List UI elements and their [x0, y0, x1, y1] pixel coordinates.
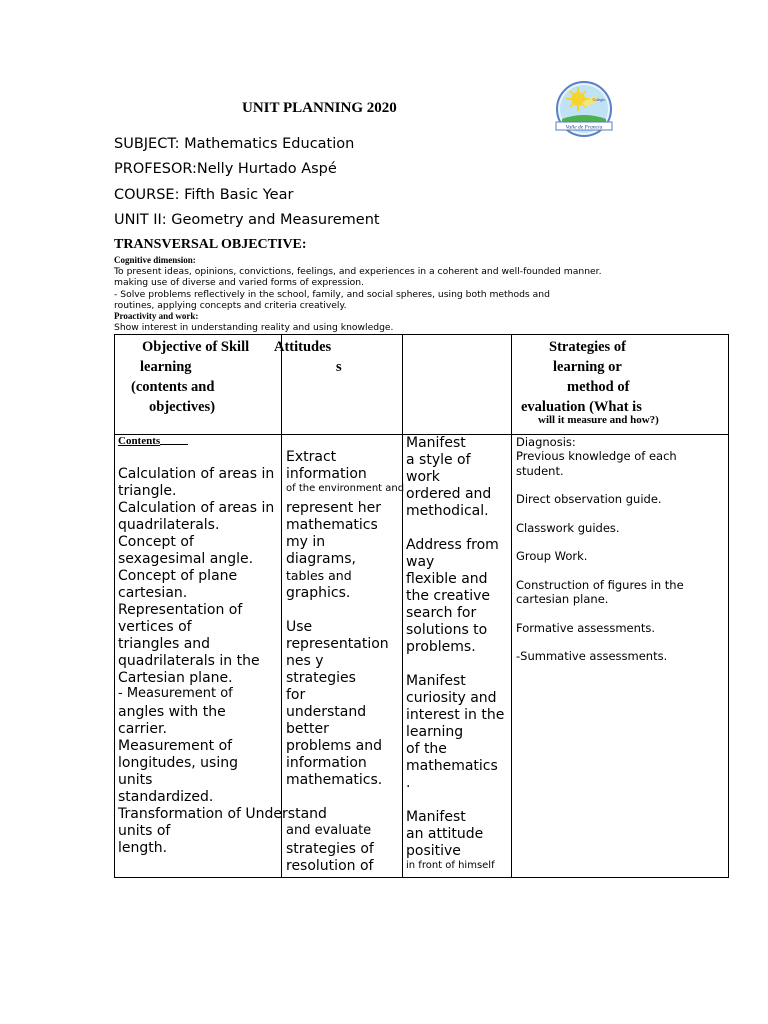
course-line: COURSE: Fifth Basic Year — [114, 187, 294, 203]
svg-text:Valle de Francia: Valle de Francia — [565, 124, 603, 131]
col1-contents-text: angles with the carrier. Measurement of longitudes, using units standardized. Transformation of Understand units of length. — [118, 704, 327, 856]
cognitive-text-2: making use of diverse and varied forms of expression. — [114, 277, 364, 288]
col3-attitudes-text: in front of himself — [406, 860, 495, 871]
header-col4-line: learning or — [553, 359, 622, 375]
subject-line: SUBJECT: Mathematics Education — [114, 136, 355, 152]
header-col4-line: Strategies of — [549, 339, 626, 355]
col2-attitudes-text: represent her mathematics my in diagrams, — [286, 500, 381, 567]
cognitive-text-1: To present ideas, opinions, convictions, feelings, and experiences in a coherent and well-founded manner. — [114, 266, 602, 277]
unit-line: UNIT II: Geometry and Measurement — [114, 212, 380, 228]
svg-text:Colegio: Colegio — [592, 97, 606, 102]
col2-attitudes-text: of the environment and — [286, 483, 405, 494]
transversal-heading: TRANSVERSAL OBJECTIVE: — [114, 237, 307, 252]
header-col2-line: s — [336, 359, 342, 375]
table-divider — [511, 334, 512, 878]
profesor-line: PROFESOR:Nelly Hurtado Aspé — [114, 161, 337, 177]
col4-strategies-text: Diagnosis: Previous knowledge of each student. Direct observation guide. Classwork guides. Group Work. Construction of figures in the cartesian plane. Formative assessments. -Summative assessments. — [516, 435, 684, 664]
col1-contents-text: - Measurement of — [118, 686, 233, 701]
col2-attitudes-text: and evaluate — [286, 823, 372, 838]
col1-contents-text: Calculation of areas in triangle. Calculation of areas in quadrilaterals. Concept of sexagesimal angle. Concept of plane cartesian. Representation of vertices of triangles and quadrilaterals in the Cartesian plane. — [118, 466, 275, 686]
contents-label: Contents — [118, 435, 188, 447]
table-divider — [402, 334, 403, 878]
cognitive-text-4: routines, applying concepts and criteria creatively. — [114, 300, 347, 311]
cognitive-text-3: - Solve problems reflectively in the school, family, and social spheres, using both methods and — [114, 289, 550, 300]
col2-attitudes-text: tables and — [286, 568, 352, 583]
header-col1-line: objectives) — [149, 399, 216, 415]
col3-attitudes-text: Manifest a style of work ordered and methodical. Address from way flexible and the creative search for solutions to problems. Manifest curiosity and interest in the learning of the mathematics . Manifest an attitude positive — [406, 435, 505, 859]
header-col1-line: Objective of Skill — [142, 339, 250, 355]
header-col2-line: Attitudes — [274, 339, 332, 355]
cognitive-label: Cognitive dimension: — [114, 255, 196, 265]
col2-attitudes-text: graphics. Use representation nes y strategies for understand better problems and information mathematics. — [286, 585, 389, 788]
col2-attitudes-text: Extract information — [286, 449, 367, 482]
header-col4-line: method of — [567, 379, 630, 395]
header-col4-line: evaluation (What is — [521, 399, 642, 415]
proactivity-text: Show interest in understanding reality and using knowledge. — [114, 322, 394, 333]
proactivity-label: Proactivity and work: — [114, 311, 199, 321]
col2-attitudes-text: strategies of resolution of — [286, 841, 374, 874]
school-logo — [552, 81, 616, 139]
page-title: UNIT PLANNING 2020 — [242, 100, 397, 116]
header-col4-line: will it measure and how?) — [538, 414, 659, 426]
header-col1-line: learning — [140, 359, 192, 375]
header-col1-line: (contents and — [131, 379, 215, 395]
